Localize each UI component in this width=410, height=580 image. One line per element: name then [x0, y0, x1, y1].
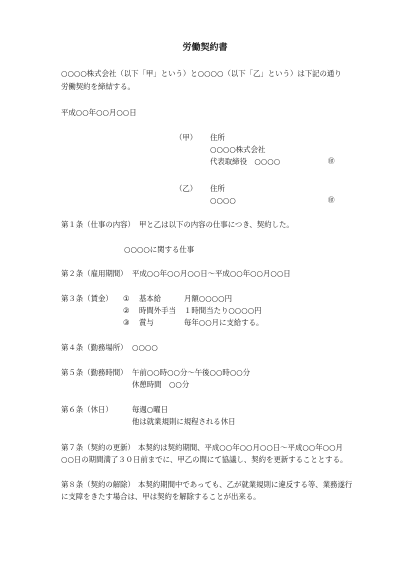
article-3-heading: 第３条（賃金） [61, 294, 113, 303]
article-2-heading: 第２条（雇用期間） [61, 269, 128, 278]
article-3-item-2-value: １時間当たり○○○○円 [184, 306, 262, 315]
article-3-item-2-num: ② [123, 306, 130, 315]
article-2-text: 平成○○年○○月○○日～平成○○年○○月○○日 [132, 269, 291, 278]
party-b-address-label: 住所 [210, 184, 225, 193]
article-1-heading: 第１条（仕事の内容） [61, 220, 135, 229]
article-1-text: 甲と乙は以下の内容の仕事につき、契約した。 [139, 220, 294, 229]
contract-date: 平成○○年○○月○○日 [61, 108, 137, 117]
article-5-line-2: 休憩時間 ○○分 [132, 380, 190, 389]
party-b-mark: （乙） [175, 184, 198, 193]
article-5-heading: 第５条（勤務時間） [61, 368, 128, 377]
article-3-item-1-label: 基本給 [139, 294, 162, 303]
party-a-mark: （甲） [175, 133, 198, 142]
article-4-text: ○○○○ [132, 343, 158, 352]
party-a-seal-mark: ㊞ [328, 157, 335, 165]
intro-line-2: 労働契約を締結する。 [61, 82, 135, 91]
article-1-detail: ○○○○に関する仕事 [124, 245, 195, 254]
article-5-line-1: 午前○○時○○分～午後○○時○○分 [132, 368, 251, 377]
party-a-company: ○○○○株式会社 [210, 145, 266, 154]
article-6-line-2: 他は就業規則に規程される休日 [132, 417, 236, 426]
intro-line-1: ○○○○株式会社（以下「甲」という）と○○○○（以下「乙」という）は下記の通り [61, 69, 342, 78]
article-6-heading: 第６条（休日） [61, 405, 113, 414]
article-4-heading: 第４条（勤務場所） [61, 343, 128, 352]
article-8-heading: 第８条（契約の解除） [61, 480, 135, 489]
party-a-address-label: 住所 [210, 133, 225, 142]
party-a-representative: 代表取締役 ○○○○ [210, 157, 281, 166]
article-8-line-2: に支障をきたす場合は、甲は契約を解除することが出来る。 [61, 492, 261, 501]
article-7-heading: 第７条（契約の更新） [61, 443, 135, 452]
article-3-item-1-num: ① [123, 294, 130, 303]
article-8-line-1: 本契約期間中であっても、乙が就業規則に違反する等、業務遂行 [138, 480, 353, 489]
article-3-item-3-value: 毎年○○月に支給する。 [184, 318, 264, 327]
party-b-seal-mark: ㊞ [328, 196, 335, 204]
article-3-item-3-num: ③ [123, 318, 130, 327]
document-title: 労働契約書 [182, 43, 228, 53]
article-3-item-1-value: 月額○○○○円 [184, 294, 232, 303]
article-7-line-2: ○○日の期間満了３０日前までに、甲乙の間にて協議し、契約を更新することとする。 [61, 455, 348, 464]
party-b-name: ○○○○ [210, 196, 236, 205]
article-6-line-1: 毎週○曜日 [132, 405, 169, 414]
article-7-line-1: 本契約は契約期間、平成○○年○○月○○日～平成○○年○○月 [138, 443, 343, 452]
article-3-item-2-label: 時間外手当 [139, 306, 176, 315]
article-3-item-3-label: 賞与 [139, 318, 154, 327]
